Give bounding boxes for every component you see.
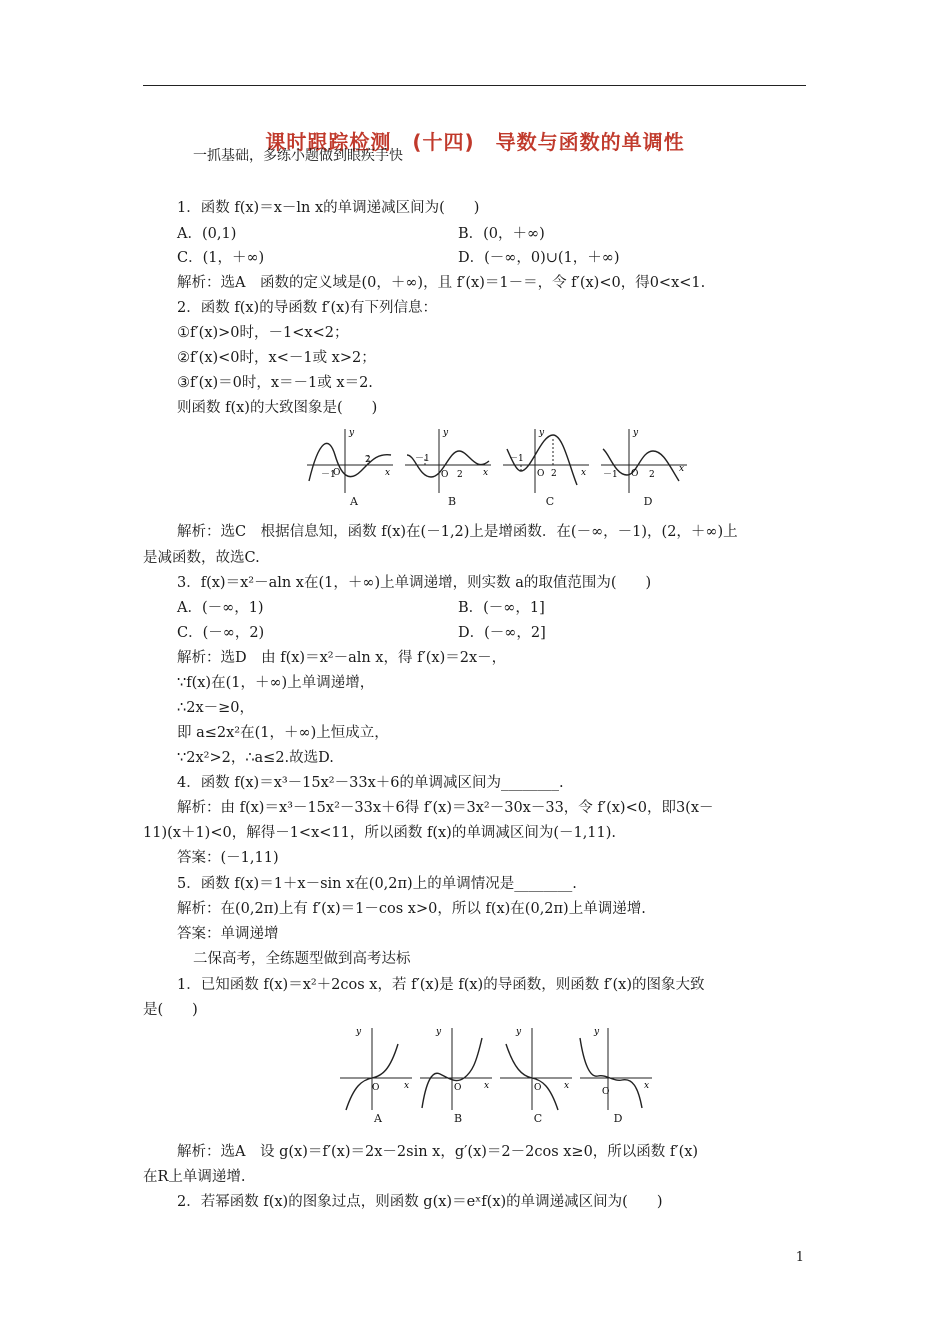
- p1-graph-b: [418, 1024, 498, 1125]
- p1-solution-line-2: 在R上单调递增.: [143, 1169, 246, 1185]
- tick-minus-1: －1: [415, 454, 430, 464]
- y-axis-label: y: [356, 1027, 362, 1037]
- q3-solution-1: 解析：选D 由 f(x)＝x²－aln x，得 f′(x)＝2x－，: [177, 650, 507, 666]
- q2-graph-a-label: A: [350, 495, 358, 508]
- q5-stem: 5．函数 f(x)＝1＋x－sin x在(0,2π)上的单调情况是________.: [177, 876, 577, 892]
- p1-stem-line-2: 是( ): [143, 1002, 198, 1018]
- y-axis-label: y: [594, 1027, 600, 1037]
- x-axis-label: x: [581, 468, 587, 478]
- x-axis-label: x: [385, 468, 391, 478]
- origin-label: O: [454, 1083, 462, 1093]
- p1-graph-d: [578, 1024, 658, 1125]
- p1-graph-b-label: B: [453, 1112, 463, 1125]
- origin-label: O: [631, 469, 639, 479]
- q3-option-a: A．(－∞，1): [177, 600, 264, 616]
- q5-answer: 答案：单调递增: [177, 926, 279, 942]
- q1-option-c: C．(1，＋∞): [177, 250, 265, 266]
- q2-info-3: ③f′(x)＝0时，x＝－1或 x＝2.: [177, 375, 373, 391]
- q2-question: 则函数 f(x)的大致图象是( ): [177, 400, 378, 416]
- y-axis-label: y: [516, 1027, 522, 1037]
- y-axis-label: y: [633, 428, 639, 438]
- q2-solution-line-1: 解析：选C 根据信息知，函数 f(x)在(－1,2)上是增函数．在(－∞，－1)，(2，＋∞)上: [177, 524, 738, 540]
- q1-option-b: B．(0，＋∞): [458, 226, 545, 242]
- q2-graph-b: [403, 425, 501, 508]
- q2-graph-row: [305, 425, 697, 508]
- q2-graph-d: [599, 425, 697, 508]
- x-axis-label: x: [484, 1081, 490, 1091]
- y-axis-label: y: [539, 428, 545, 438]
- p1-graph-d-label: D: [613, 1112, 623, 1125]
- q5-solution: 解析：在(0,2π)上有 f′(x)＝1－cos x>0，所以 f(x)在(0,2π)上单调递增.: [177, 901, 646, 917]
- p1-stem-line-1: 1．已知函数 f(x)＝x²＋2cos x，若 f′(x)是 f(x)的导函数，则函数 f′(x)的图象大致: [177, 977, 705, 993]
- header-rule: [143, 85, 806, 86]
- q4-solution-1: 解析：由 f(x)＝x³－15x²－33x＋6得 f′(x)＝3x²－30x－33，令 f′(x)<0，即3(x－: [177, 800, 714, 816]
- page-number: 1: [795, 1250, 804, 1265]
- q2-graph-d-label: D: [643, 495, 653, 508]
- x-axis-label: x: [404, 1081, 410, 1091]
- y-axis-label: y: [349, 428, 355, 438]
- q2-stem: 2．函数 f(x)的导函数 f′(x)有下列信息：: [177, 300, 437, 316]
- tick-minus-1: －1: [321, 470, 336, 480]
- tick-2: 2: [649, 470, 655, 480]
- q3-solution-5: ∵2x²>2，∴a≤2.故选D.: [177, 750, 334, 766]
- q3-option-c: C．(－∞，2): [177, 625, 265, 641]
- q3-solution-4: 即 a≤2x²在(1，＋∞)上恒成立，: [177, 725, 389, 741]
- x-axis-label: x: [644, 1081, 650, 1091]
- q4-solution-2: 11)(x＋1)<0，解得－1<x<11，所以函数 f(x)的单调减区间为(－1,11).: [143, 825, 617, 841]
- q1-stem: 1．函数 f(x)＝x－ln x的单调递减区间为( ): [177, 200, 480, 216]
- q2-info-2: ②f′(x)<0时，x<－1或 x>2；: [177, 350, 376, 366]
- p1-graph-a-label: A: [374, 1112, 382, 1125]
- y-axis-label: y: [436, 1027, 442, 1037]
- tick-minus-1: －1: [603, 470, 618, 480]
- y-axis-label: y: [443, 428, 449, 438]
- origin-label: O: [602, 1087, 610, 1097]
- q2-solution-line-2: 是减函数，故选C.: [143, 550, 260, 566]
- tick-minus-1: －1: [509, 454, 524, 464]
- page-title: 课时跟踪检测 (十四) 导数与函数的单调性: [265, 130, 685, 154]
- q2-graph-c-label: C: [545, 495, 555, 508]
- q3-option-b: B．(－∞，1]: [458, 600, 545, 616]
- q4-answer: 答案：(－1,11): [177, 850, 279, 866]
- x-axis-label: x: [679, 464, 685, 474]
- q2-info-1: ①f′(x)>0时，－1<x<2；: [177, 325, 349, 341]
- q1-solution: 解析：选A 函数的定义域是(0，＋∞)，且 f′(x)＝1－＝，令 f′(x)<0，得0<x<1.: [177, 275, 706, 291]
- x-axis-label: x: [483, 468, 489, 478]
- q1-option-d: D．(－∞，0)∪(1，＋∞): [458, 250, 620, 266]
- x-axis-label: x: [564, 1081, 570, 1091]
- p1-graph-c: [498, 1024, 578, 1125]
- q3-solution-2: ∵f(x)在(1，＋∞)上单调递增，: [177, 675, 375, 691]
- origin-label: O: [333, 468, 341, 478]
- q3-stem: 3．f(x)＝x²－aln x在(1，＋∞)上单调递增，则实数 a的取值范围为( ): [177, 575, 652, 591]
- q1-option-a: A．(0,1): [177, 226, 237, 242]
- q2-graph-a: [305, 425, 403, 508]
- q2-graph-c: [501, 425, 599, 508]
- q2-graph-b-label: B: [447, 495, 457, 508]
- origin-label: O: [537, 469, 545, 479]
- q3-option-d: D．(－∞，2]: [458, 625, 546, 641]
- tick-2: 2: [551, 469, 557, 479]
- p1-graph-c-label: C: [533, 1112, 543, 1125]
- p1-graph-a: [338, 1024, 418, 1125]
- origin-label: O: [372, 1083, 380, 1093]
- p2-stem: 2．若幂函数 f(x)的图象过点，则函数 g(x)＝eˣf(x)的单调递减区间为( ): [177, 1194, 663, 1210]
- origin-label: O: [441, 470, 449, 480]
- origin-label: O: [534, 1083, 542, 1093]
- tick-2: 2: [365, 455, 371, 465]
- section-heading-1: 一抓基础，多练小题做到眼疾手快: [193, 148, 403, 164]
- p1-graph-row: [338, 1024, 658, 1125]
- tick-2: 2: [457, 470, 463, 480]
- q3-solution-3: ∴2x－≥0，: [177, 700, 255, 716]
- q4-stem: 4．函数 f(x)＝x³－15x²－33x＋6的单调减区间为________.: [177, 775, 564, 791]
- p1-solution-line-1: 解析：选A 设 g(x)＝f′(x)＝2x－2sin x，g′(x)＝2－2cos x≥0，所以函数 f′(x): [177, 1144, 699, 1160]
- section-heading-2: 二保高考，全练题型做到高考达标: [193, 951, 411, 967]
